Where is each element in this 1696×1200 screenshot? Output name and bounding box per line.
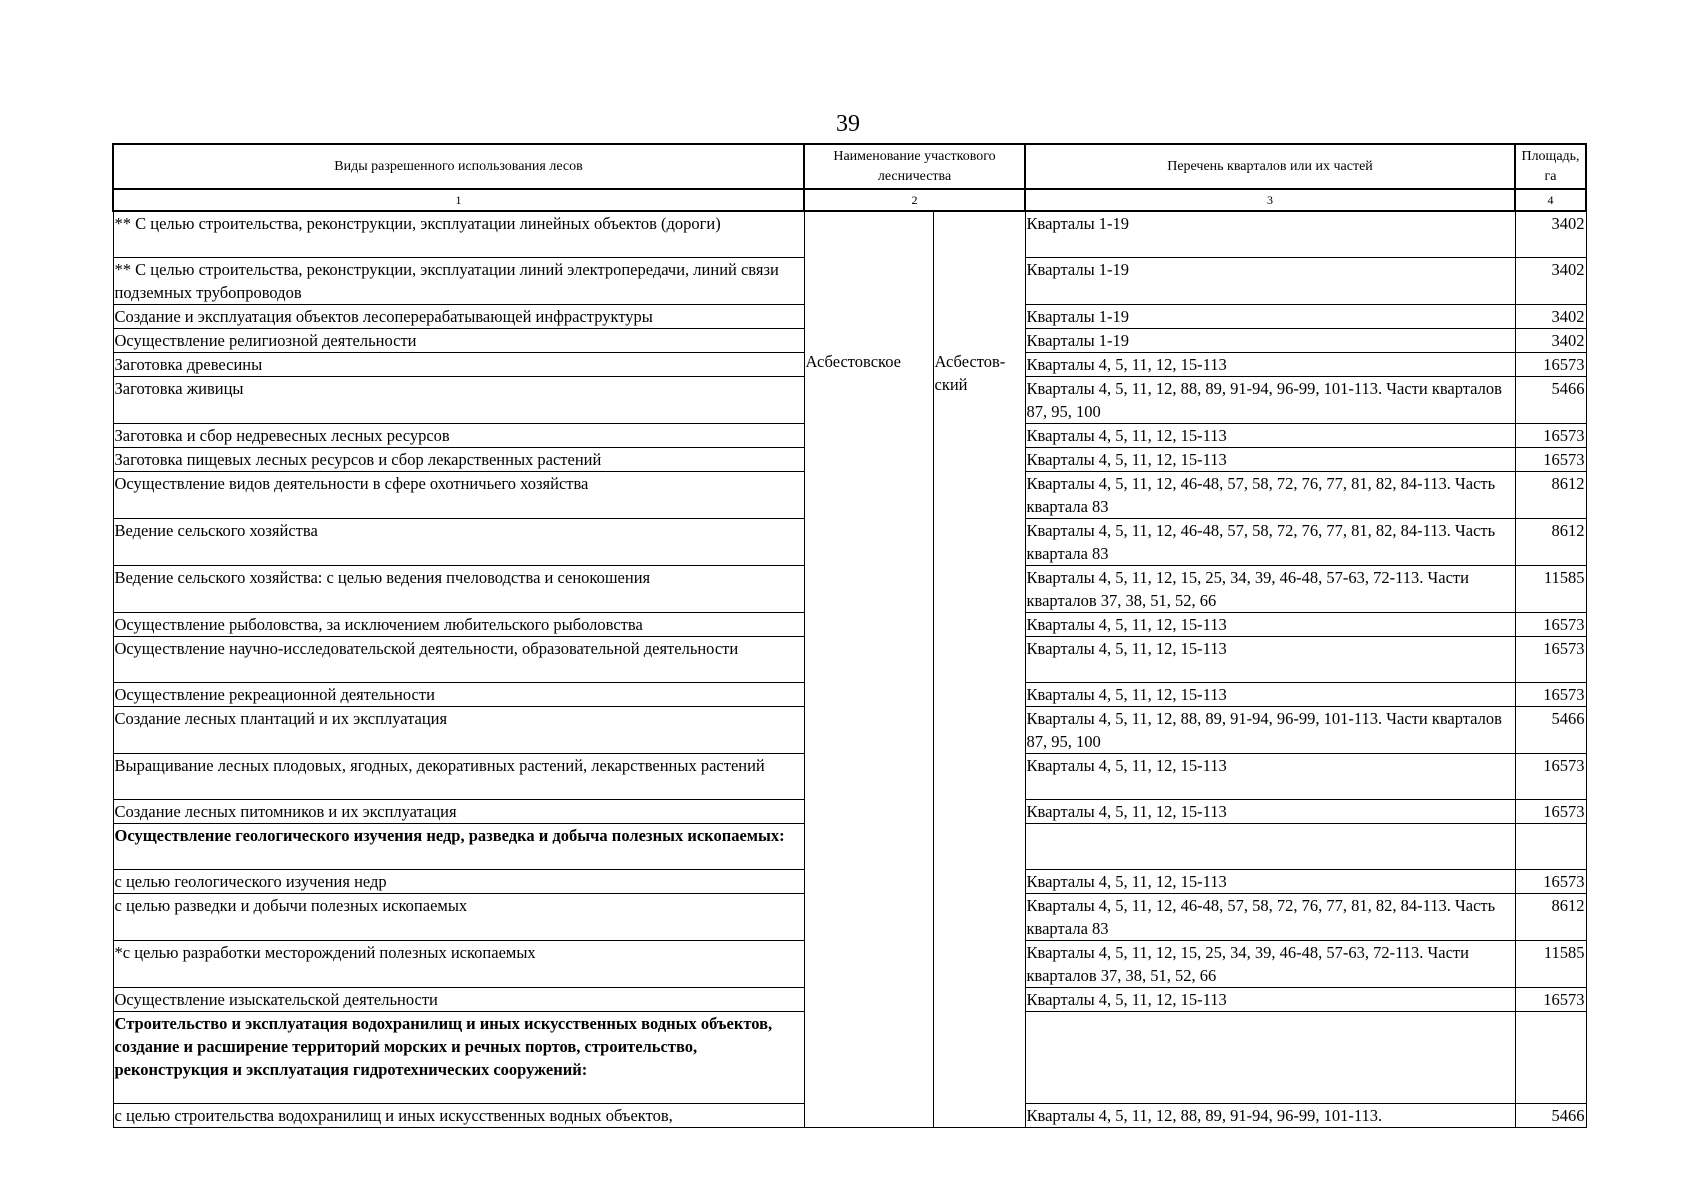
area-cell (1515, 1011, 1586, 1103)
quarters-cell: Кварталы 4, 5, 11, 12, 46-48, 57, 58, 72, 76, 77, 81, 82, 84-113. Часть квартала 83 (1025, 893, 1515, 940)
use-kind-cell: Осуществление геологического изучения недр, разведка и добыча полезных ископаемых: (113, 823, 804, 869)
header-forestry: Наименование участкового лесничества (804, 144, 1025, 189)
area-cell: 11585 (1515, 940, 1586, 987)
area-cell: 16573 (1515, 352, 1586, 376)
use-kind-cell: Создание лесных плантаций и их эксплуатация (113, 706, 804, 753)
area-cell: 16573 (1515, 447, 1586, 471)
quarters-cell: Кварталы 4, 5, 11, 12, 15-113 (1025, 447, 1515, 471)
area-cell: 8612 (1515, 893, 1586, 940)
area-cell: 16573 (1515, 869, 1586, 893)
district-name-line: Асбестов- (934, 352, 1006, 371)
use-kind-cell: с целью строительства водохранилищ и иных искусственных водных объектов, (113, 1103, 804, 1127)
table-row (113, 211, 1586, 257)
use-kind-cell: Ведение сельского хозяйства: с целью ведения пчеловодства и сенокошения (113, 565, 804, 612)
area-cell: 16573 (1515, 799, 1586, 823)
area-cell: 16573 (1515, 612, 1586, 636)
table-header-row (113, 144, 1586, 189)
use-kind-cell: Заготовка древесины (113, 352, 804, 376)
area-cell: 16573 (1515, 682, 1586, 706)
area-cell: 3402 (1515, 304, 1586, 328)
area-cell: 8612 (1515, 471, 1586, 518)
use-kind-cell: с целью разведки и добычи полезных ископаемых (113, 893, 804, 940)
area-cell: 16573 (1515, 423, 1586, 447)
forest-use-table (112, 143, 1587, 1128)
use-kind-cell: Строительство и эксплуатация водохранилищ и иных искусственных водных объектов, создание и расширение территорий морских и речных портов, строительство, реконструкция и эксплуатация гидротехнических сооружений: (113, 1011, 804, 1103)
quarters-cell (1025, 1011, 1515, 1103)
quarters-cell: Кварталы 1-19 (1025, 211, 1515, 257)
area-cell (1515, 823, 1586, 869)
header-area: Площадь, га (1515, 144, 1586, 189)
area-cell: 3402 (1515, 211, 1586, 257)
header-quarters: Перечень кварталов или их частей (1025, 144, 1515, 189)
area-cell: 3402 (1515, 257, 1586, 304)
page-number: 39 (836, 111, 860, 137)
use-kind-cell: Осуществление научно-исследовательской деятельности, образовательной деятельности (113, 636, 804, 682)
area-cell: 3402 (1515, 328, 1586, 352)
quarters-cell: Кварталы 1-19 (1025, 328, 1515, 352)
use-kind-cell: Создание лесных питомников и их эксплуатация (113, 799, 804, 823)
area-cell: 8612 (1515, 518, 1586, 565)
use-kind-cell: Заготовка пищевых лесных ресурсов и сбор лекарственных растений (113, 447, 804, 471)
quarters-cell: Кварталы 4, 5, 11, 12, 46-48, 57, 58, 72, 76, 77, 81, 82, 84-113. Часть квартала 83 (1025, 518, 1515, 565)
use-kind-cell: ** С целью строительства, реконструкции, эксплуатации линий электропередачи, линий связи подземных трубопроводов (113, 257, 804, 304)
header-use-kind: Виды разрешенного использования лесов (113, 144, 804, 189)
use-kind-cell: Осуществление изыскательской деятельности (113, 987, 804, 1011)
table-column-numbers-row (113, 189, 1586, 211)
use-kind-cell: с целью геологического изучения недр (113, 869, 804, 893)
quarters-cell: Кварталы 4, 5, 11, 12, 15-113 (1025, 799, 1515, 823)
district-name-cell (933, 211, 1025, 1127)
area-cell: 16573 (1515, 987, 1586, 1011)
use-kind-cell: Осуществление рекреационной деятельности (113, 682, 804, 706)
use-kind-cell: Осуществление видов деятельности в сфере охотничьего хозяйства (113, 471, 804, 518)
column-number: 3 (1025, 189, 1515, 211)
quarters-cell: Кварталы 4, 5, 11, 12, 15-113 (1025, 682, 1515, 706)
area-cell: 16573 (1515, 753, 1586, 799)
quarters-cell: Кварталы 4, 5, 11, 12, 15, 25, 34, 39, 46-48, 57-63, 72-113. Части кварталов 37, 38, 51, 52, 66 (1025, 940, 1515, 987)
quarters-cell: Кварталы 4, 5, 11, 12, 15, 25, 34, 39, 46-48, 57-63, 72-113. Части кварталов 37, 38, 51, 52, 66 (1025, 565, 1515, 612)
forestry-name: Асбестовское (805, 352, 901, 371)
table-body (113, 211, 1586, 1127)
quarters-cell: Кварталы 4, 5, 11, 12, 88, 89, 91-94, 96-99, 101-113. Части кварталов 87, 95, 100 (1025, 376, 1515, 423)
area-cell: 5466 (1515, 1103, 1586, 1127)
column-number: 2 (804, 189, 1025, 211)
use-kind-cell: Создание и эксплуатация объектов лесоперерабатывающей инфраструктуры (113, 304, 804, 328)
area-cell: 16573 (1515, 636, 1586, 682)
use-kind-cell: Осуществление рыболовства, за исключением любительского рыболовства (113, 612, 804, 636)
use-kind-cell: ** С целью строительства, реконструкции, эксплуатации линейных объектов (дороги) (113, 211, 804, 257)
quarters-cell: Кварталы 4, 5, 11, 12, 46-48, 57, 58, 72, 76, 77, 81, 82, 84-113. Часть квартала 83 (1025, 471, 1515, 518)
quarters-cell (1025, 823, 1515, 869)
column-number: 4 (1515, 189, 1586, 211)
quarters-cell: Кварталы 1-19 (1025, 304, 1515, 328)
quarters-cell: Кварталы 1-19 (1025, 257, 1515, 304)
quarters-cell: Кварталы 4, 5, 11, 12, 15-113 (1025, 987, 1515, 1011)
use-kind-cell: *с целью разработки месторождений полезных ископаемых (113, 940, 804, 987)
use-kind-cell: Осуществление религиозной деятельности (113, 328, 804, 352)
quarters-cell: Кварталы 4, 5, 11, 12, 15-113 (1025, 352, 1515, 376)
quarters-cell: Кварталы 4, 5, 11, 12, 15-113 (1025, 423, 1515, 447)
area-cell: 5466 (1515, 706, 1586, 753)
quarters-cell: Кварталы 4, 5, 11, 12, 15-113 (1025, 753, 1515, 799)
area-cell: 5466 (1515, 376, 1586, 423)
district-name-line: ский (934, 375, 968, 394)
column-number: 1 (113, 189, 804, 211)
use-kind-cell: Заготовка живицы (113, 376, 804, 423)
use-kind-cell: Ведение сельского хозяйства (113, 518, 804, 565)
quarters-cell: Кварталы 4, 5, 11, 12, 15-113 (1025, 869, 1515, 893)
quarters-cell: Кварталы 4, 5, 11, 12, 88, 89, 91-94, 96-99, 101-113. (1025, 1103, 1515, 1127)
forestry-name-cell (804, 211, 933, 1127)
quarters-cell: Кварталы 4, 5, 11, 12, 88, 89, 91-94, 96-99, 101-113. Части кварталов 87, 95, 100 (1025, 706, 1515, 753)
use-kind-cell: Заготовка и сбор недревесных лесных ресурсов (113, 423, 804, 447)
use-kind-cell: Выращивание лесных плодовых, ягодных, декоративных растений, лекарственных растений (113, 753, 804, 799)
quarters-cell: Кварталы 4, 5, 11, 12, 15-113 (1025, 636, 1515, 682)
area-cell: 11585 (1515, 565, 1586, 612)
quarters-cell: Кварталы 4, 5, 11, 12, 15-113 (1025, 612, 1515, 636)
